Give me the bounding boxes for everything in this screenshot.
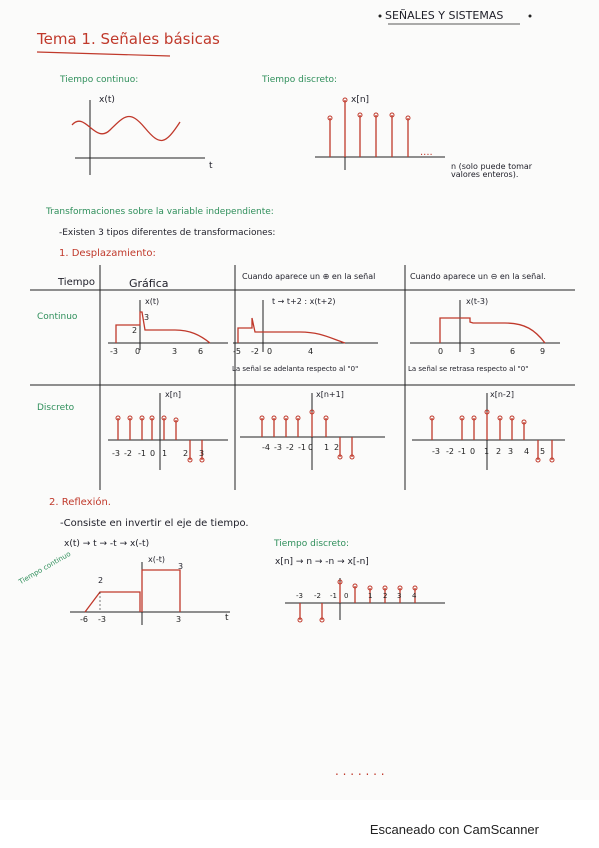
section-reflexion: 2. Reflexión.	[49, 497, 111, 508]
tick-label: 2	[383, 592, 388, 600]
col-plus: Cuando aparece un ⊕ en la señal	[242, 272, 376, 281]
subject-title: SEÑALES Y SISTEMAS	[385, 9, 504, 22]
tick-label: -1	[458, 447, 466, 456]
tema-underline	[37, 52, 170, 56]
svg-text:3: 3	[144, 313, 150, 322]
tick-label: 0	[344, 592, 349, 600]
c-plot2-label: t → t+2 : x(t+2)	[272, 297, 336, 306]
svg-text:-3: -3	[98, 615, 106, 624]
discrete-title: Tiempo discreto:	[262, 75, 338, 85]
tema-title: Tema 1. Señales básicas	[37, 30, 220, 48]
intro-xn-label: x[n]	[351, 95, 370, 105]
c-plot3	[410, 297, 560, 356]
tick-label: 0	[150, 449, 156, 458]
note-adelanta: La señal se adelanta respecto al "0"	[232, 365, 359, 373]
tick-label: -2	[314, 592, 321, 600]
intro-xt-label: x(t)	[99, 95, 115, 105]
reflexion-discrete-plot	[285, 578, 445, 622]
c-plot3-label: x(t-3)	[466, 297, 489, 306]
camscanner-watermark: Escaneado con CamScanner	[369, 822, 539, 837]
continuous-title: Tiempo continuo:	[60, 75, 139, 85]
intro-t-label: t	[209, 161, 213, 171]
tick-label: 1	[368, 592, 373, 600]
transform-title: Transformaciones sobre la variable independiente:	[46, 207, 274, 217]
tick-label: 0	[267, 347, 273, 356]
tick-label: -4	[262, 443, 270, 452]
tick-label: -2	[251, 347, 259, 356]
col-tiempo: Tiempo	[58, 277, 95, 288]
tick-label: 1	[324, 443, 330, 452]
svg-text:-6: -6	[80, 615, 88, 624]
tick-label: 6	[198, 347, 204, 356]
c-plot1	[108, 297, 228, 356]
reflexion-formula-c: x(t) → t → -t → x(-t)	[64, 539, 150, 549]
tick-label: 4	[412, 592, 417, 600]
tick-label: 9	[540, 347, 546, 356]
tick-label: 0	[470, 447, 476, 456]
tick-label: 2	[183, 449, 189, 458]
tick-label: 1	[162, 449, 168, 458]
d-plot3-label: x[n-2]	[490, 390, 515, 399]
tick-label: -3	[274, 443, 282, 452]
tick-label: 3	[172, 347, 178, 356]
tick-label: -3	[110, 347, 118, 356]
tick-label: 4	[524, 447, 530, 456]
tick-label: 2	[334, 443, 340, 452]
d-plot1-label: x[n]	[165, 390, 182, 399]
c-plot2	[233, 297, 378, 356]
tick-label: 3	[199, 449, 205, 458]
c-plot1-label: x(t)	[145, 297, 160, 306]
tiempo-continuo-side: Tiempo continuo	[17, 549, 73, 587]
tick-label: -3	[112, 449, 120, 458]
note-retrasa: La señal se retrasa respecto al "0"	[408, 365, 529, 373]
tick-label: 0	[308, 443, 314, 452]
reflexion-formula-d: x[n] → n → -n → x[-n]	[275, 557, 369, 567]
section-desplazamiento: 1. Desplazamiento:	[59, 248, 156, 259]
tick-label: 6	[510, 347, 516, 356]
tiempo-discreto-title: Tiempo discreto:	[274, 539, 350, 549]
intro-discrete-plot	[315, 95, 445, 170]
decorative-dots: . . . . . . .	[335, 764, 385, 778]
col-minus: Cuando aparece un ⊖ en la señal.	[410, 272, 546, 281]
tick-label: -2	[286, 443, 294, 452]
tick-label: 2	[496, 447, 502, 456]
reflexion-desc: -Consiste en invertir el eje de tiempo.	[60, 518, 249, 529]
tick-label: 0	[135, 347, 141, 356]
intro-continuous-plot	[72, 100, 205, 175]
tick-label: -1	[330, 592, 337, 600]
transform-intro: -Existen 3 tipos diferentes de transformaciones:	[59, 228, 276, 238]
d-plot2	[240, 390, 385, 470]
tick-label: 3	[470, 347, 476, 356]
svg-text:3: 3	[176, 615, 182, 624]
col-grafica: Gráfica	[129, 277, 169, 290]
tick-label: -3	[296, 592, 303, 600]
svg-text:....: ....	[420, 147, 433, 158]
tick-label: 3	[508, 447, 514, 456]
intro-n-note: n (solo puede tomar valores enteros).	[451, 162, 533, 179]
tick-label: 5	[540, 447, 546, 456]
tick-label: 4	[308, 347, 314, 356]
d-plot1	[108, 390, 228, 470]
row-discreto: Discreto	[37, 403, 75, 413]
tick-label: 0	[438, 347, 444, 356]
reflexion-xt-label: x(-t)	[148, 555, 165, 564]
tick-label: -2	[124, 449, 132, 458]
tick-label: -1	[298, 443, 306, 452]
row-continuo: Continuo	[37, 312, 78, 322]
reflexion-level2: 2	[98, 576, 104, 585]
tick-label: -3	[432, 447, 440, 456]
reflexion-continuous-plot	[70, 562, 230, 625]
reflexion-level3: 3	[178, 562, 184, 571]
bullet-dot	[529, 15, 532, 18]
tick-label: -2	[446, 447, 454, 456]
svg-text:2: 2	[132, 326, 138, 335]
d-plot2-label: x[n+1]	[316, 390, 344, 399]
svg-text:t: t	[225, 613, 229, 623]
bullet-dot	[379, 15, 382, 18]
tick-label: 1	[484, 447, 490, 456]
tick-label: -5	[233, 347, 241, 356]
tick-label: -1	[138, 449, 146, 458]
tick-label: 3	[397, 592, 402, 600]
d-plot3	[412, 390, 565, 470]
